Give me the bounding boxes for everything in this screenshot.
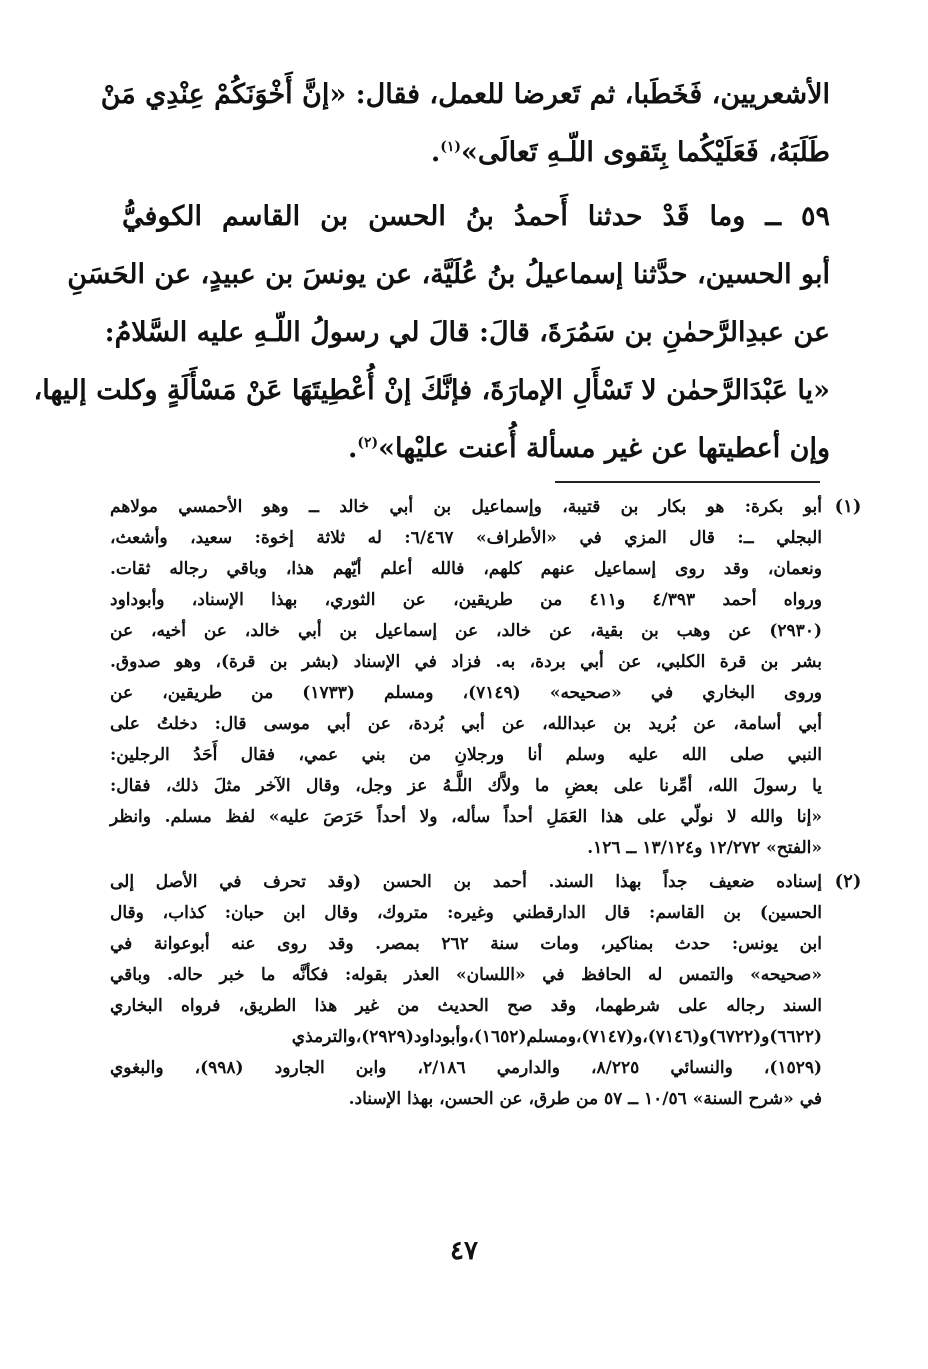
footnote-line: «إنا والله لا نولّي على هذا العَمَلِ أحداً سأله، ولا أحداً حَرَصَ عليه» لفظ مسلم. وانظر: [110, 807, 822, 827]
footnote-line: «صحيحه» والتمس له الحافظ في «اللسان» العذر بقوله: فكأنَّه ما خبر حاله. وباقي: [110, 965, 822, 985]
main-text-line: الأشعريين، فَخَطَبا، ثم تَعرضا للعمل، فقال: «إنَّ أَخْوَنَكُمْ عِنْدِي مَنْ: [100, 79, 830, 110]
main-text-line: «يا عَبْدَالرَّحمٰن لا تَسْأَلِ الإمارَةَ، فإنَّكَ إنْ أُعْطِيتَهَا عَنْ مَسْأَلَةٍ وكلت إليها،: [33, 375, 830, 406]
footnote-line: وروى البخاري في «صحيحه» (٧١٤٩)، ومسلم (١٧٣٣) من طريقين، عن: [110, 683, 822, 703]
footnote-line: بشر بن قرة الكلبي، عن أبي بردة، به. فزاد في الإسناد (بشر بن قرة)، وهو صدوق.: [110, 652, 822, 672]
main-text-line: وإن أعطيتها عن غير مسألة أُعنت عليْها»$^{(٢)}$.: [347, 433, 830, 464]
footnote-line: السند رجاله على شرطهما، وقد صح الحديث من غير هذا الطريق، فرواه البخاري: [110, 996, 822, 1016]
footnote-line: الحسين) بن القاسم: قال الدارقطني وغيره: متروك، وقال ابن حبان: كذاب، وقال: [110, 903, 822, 923]
footnote-line: ابن يونس: حدث بمناكير، ومات سنة ٢٦٢ بمصر. وقد روى عنه أبوعوانة في: [110, 934, 822, 954]
footnote-line: أبو بكرة: هو بكار بن قتيبة، وإسماعيل بن أبي خالد ــ وهو الأحمسي مولاهم: [110, 497, 822, 517]
main-text-line: أبو الحسين، حدَّثنا إسماعيلُ بنُ عُلَيَّة، عن يونسَ بن عبيدٍ، عن الحَسَنِ: [67, 259, 830, 290]
footnote-line: «الفتح» ١٢/٢٧٢ و١٣/١٢٤ ــ ١٢٦.: [587, 838, 822, 858]
main-text-line-content: وإن أعطيتها عن غير مسألة أُعنت عليْها»: [378, 433, 830, 464]
footnote-marker: (١): [440, 139, 462, 155]
footnote-line: (٦٦٢٢)و(٦٧٢٢)و(٧١٤٦)،و(٧١٤٧)،ومسلم(١٦٥٢)،وأبوداود(٢٩٢٩)،والترمذي: [291, 1027, 822, 1047]
main-text-line: عن عبدِالرَّحمٰنِ بن سَمُرَةَ، قالَ: قالَ لي رسولُ اللّـهِ عليه السَّلامُ:: [104, 317, 830, 348]
footnote-line: البجلي ــ: قال المزي في «الأطراف» ٦/٤٦٧: له ثلاثة إخوة: سعيد، وأشعث،: [110, 528, 822, 548]
page-number: ٤٧: [450, 1236, 478, 1266]
footnote-line: النبي صلى الله عليه وسلم أنا ورجلانِ من بني عمي، فقال أَحَدُ الرجلين:: [110, 745, 822, 765]
footnote-line: ونعمان، وقد روى إسماعيل عنهم كلهم، فالله أعلم أيّهم هذا، وباقي رجاله ثقات.: [110, 559, 822, 579]
footnote-line: إسناده ضعيف جداً بهذا السند. أحمد بن الحسن (وقد تحرف في الأصل إلى: [110, 872, 822, 892]
footnote-number: (١): [834, 496, 862, 517]
footnote-line: (١٥٢٩)، والنسائي ٨/٢٢٥، والدارمي ٢/١٨٦، وابن الجارود (٩٩٨)، والبغوي: [110, 1058, 823, 1078]
footnote-separator: [555, 481, 820, 483]
footnote-line: ورواه أحمد ٤/٣٩٣ و٤١١ من طريقين، عن الثوري، بهذا الإسناد، وأبوداود: [110, 590, 822, 610]
hadith-59-line: ٥٩ ــ وما قَدْ حدثنا أَحمدُ بنُ الحسن بن القاسم الكوفيُّ: [122, 201, 830, 232]
footnote-line: (٢٩٣٠) عن وهب بن بقية، عن خالد، عن إسماعيل بن أبي خالد، عن أخيه، عن: [110, 621, 822, 641]
footnote-marker: (٢): [357, 435, 379, 451]
main-text: [33, 66, 830, 478]
footnote-line: أبي أسامة، عن بُريد بن عبدالله، عن أبي بُردة، عن أبي موسى قال: دخلتُ على: [110, 714, 822, 734]
footnote-line: في «شرح السنة» ١٠/٥٦ ــ ٥٧ من طرق، عن الحسن، بهذا الإسناد.: [348, 1089, 822, 1109]
footnote-number: (٢): [834, 871, 862, 892]
footnotes: [110, 492, 862, 1118]
footnote-2: [110, 867, 862, 1115]
main-text-line: طَلَبَهُ، فَعَلَيْكُما بِتَقوى اللّـهِ تَعالَى»$^{(١)}$.: [430, 137, 830, 168]
footnote-line: يا رسولَ الله، أمِّرنا على بعضِ ما ولاَّك اللَّـهُ عز وجل، وقال الآخر مثلَ ذلك، فقال:: [110, 776, 822, 796]
footnote-1: [110, 492, 862, 864]
main-text-line-content: طَلَبَهُ، فَعَلَيْكُما بِتَقوى اللّـهِ تَعالَى»: [461, 137, 830, 168]
